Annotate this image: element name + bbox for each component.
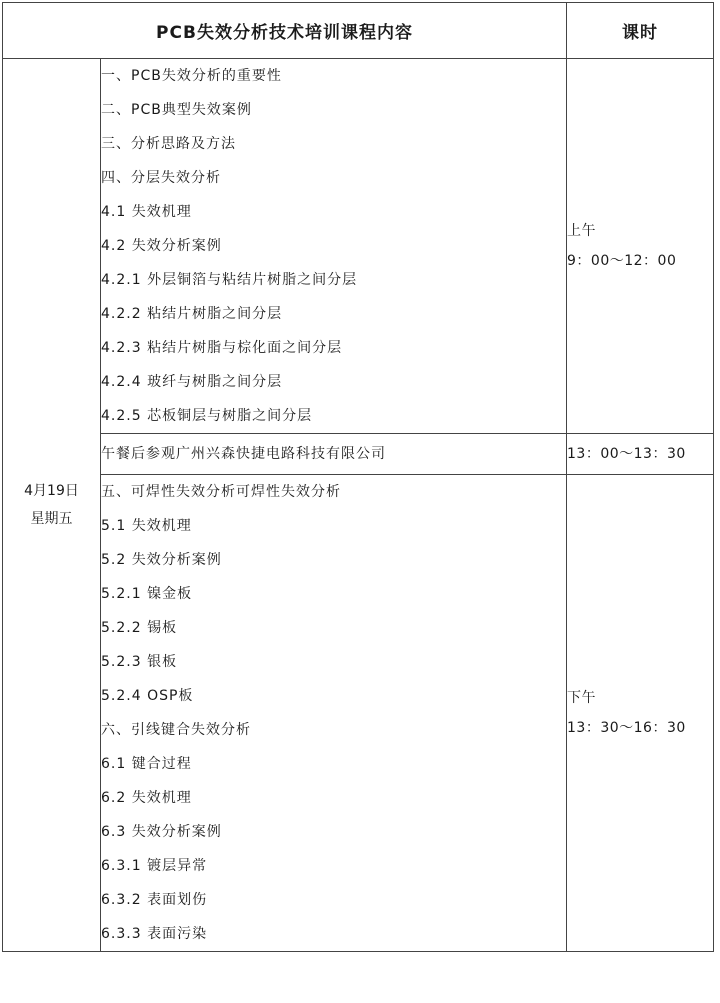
list-item: 4.2.2 粘结片树脂之间分层	[101, 306, 283, 322]
morning-time-cell	[567, 59, 714, 434]
list-item: 5.2 失效分析案例	[101, 552, 222, 568]
list-item: 四、分层失效分析	[101, 170, 221, 186]
list-item: 4.2.4 玻纤与树脂之间分层	[101, 374, 283, 390]
list-item: 6.3 失效分析案例	[101, 824, 222, 840]
list-item: 5.2.4 OSP板	[101, 688, 194, 704]
course-schedule-table	[2, 2, 714, 952]
afternoon-time-range: 13：30～16：30	[567, 720, 686, 736]
list-item: 4.2 失效分析案例	[101, 238, 222, 254]
list-item: 5.2.2 锡板	[101, 620, 178, 636]
afternoon-content-cell	[101, 475, 567, 952]
morning-content-cell	[101, 59, 567, 434]
list-item: 5.2.3 银板	[101, 654, 178, 670]
lunch-time-range: 13：00～13：30	[567, 446, 686, 462]
list-item: 二、PCB典型失效案例	[101, 102, 252, 118]
lunch-time-cell	[567, 434, 714, 475]
list-item: 4.2.5 芯板铜层与树脂之间分层	[101, 408, 313, 424]
list-item: 4.2.3 粘结片树脂与棕化面之间分层	[101, 340, 343, 356]
lunch-text: 午餐后参观广州兴森快捷电路科技有限公司	[101, 446, 386, 462]
header-row	[3, 3, 714, 59]
morning-time-label: 上午	[567, 223, 596, 239]
morning-time-range: 9：00～12：00	[567, 253, 677, 269]
date-day: 4月19日	[24, 483, 79, 499]
list-item: 五、可焊性失效分析可焊性失效分析	[101, 484, 341, 500]
list-item: 4.2.1 外层铜箔与粘结片树脂之间分层	[101, 272, 358, 288]
afternoon-row	[3, 475, 714, 952]
lunch-content-cell	[101, 434, 567, 475]
date-cell	[3, 59, 101, 952]
list-item: 5.1 失效机理	[101, 518, 192, 534]
list-item: 三、分析思路及方法	[101, 136, 236, 152]
list-item: 5.2.1 镍金板	[101, 586, 193, 602]
list-item: 六、引线键合失效分析	[101, 722, 251, 738]
list-item: 6.3.2 表面划伤	[101, 892, 208, 908]
list-item: 6.1 键合过程	[101, 756, 192, 772]
afternoon-time-cell	[567, 475, 714, 952]
time-column-header: 课时	[567, 3, 714, 59]
content-column-header: PCB失效分析技术培训课程内容	[3, 3, 567, 59]
morning-row	[3, 59, 714, 434]
list-item: 6.2 失效机理	[101, 790, 192, 806]
date-weekday: 星期五	[30, 511, 73, 527]
list-item: 4.1 失效机理	[101, 204, 192, 220]
lunch-row	[3, 434, 714, 475]
list-item: 一、PCB失效分析的重要性	[101, 68, 282, 84]
list-item: 6.3.3 表面污染	[101, 926, 208, 942]
afternoon-time-label: 下午	[567, 690, 596, 706]
list-item: 6.3.1 镀层异常	[101, 858, 208, 874]
